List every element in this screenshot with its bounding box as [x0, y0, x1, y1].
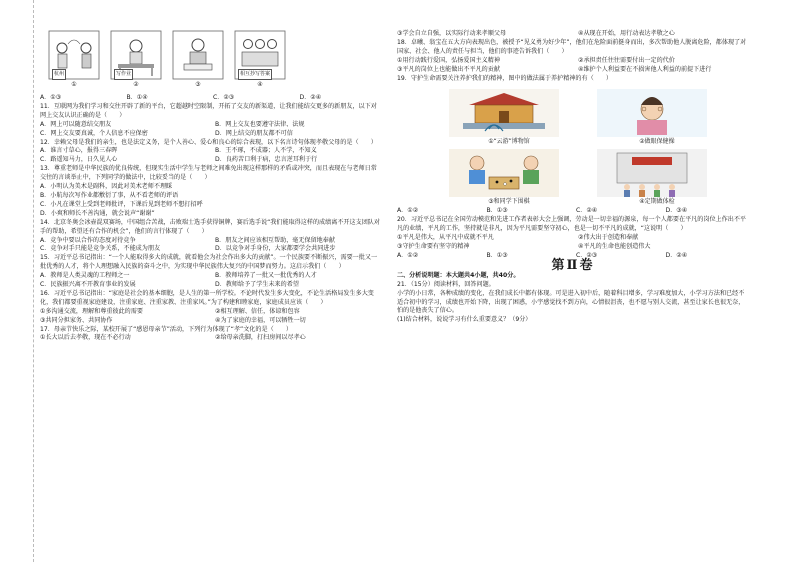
q12-option-c[interactable]: C．路遥知马力，日久见人心 [40, 156, 118, 164]
q17-stem: 17．母亲节快乐之际，某校开展了“感恩母亲节”活动，下列行为体现了“孝”文化的是（ ） [40, 325, 292, 333]
q12-options [40, 147, 380, 165]
q17-option-4[interactable]: ④从现在开始，用行动表达孝敬之心 [578, 30, 675, 37]
q18-option-2[interactable]: ②承担责任往往需要付出一定的代价 [578, 56, 675, 64]
q18-stem: 18．卓曦、翁宝在五大方向表现出色，被授予“见义勇为好少年”，他们在危险面前挺身而出，多次帮助他人脱离危险，都体现了对国家、社会、他人的责任与担当，他们的事迹告诉我们（ ） [397, 38, 747, 55]
picture-label-1: ① [71, 81, 77, 89]
q13-option-d[interactable]: D．小爽和师长不善沟通，就会说声“谢谢” [40, 209, 155, 217]
q14-option-c[interactable]: C．竞争对手只能是竞争关系，不能成为朋友 [40, 245, 161, 253]
q17-option-1[interactable]: ①长大以后去孝敬，现在不必行动 [40, 334, 131, 342]
q15-stem: 15．习近平总书记指出：“一个人能取得多大的成就，就看他会为社会作出多大的贡献”。一个民族要不断振兴，需要一批又一批优秀的人才，将个人理想融入民族的奋斗之中，为实现中华民族伟大复兴的中国梦而努力。这启示我们（ ） [40, 254, 378, 271]
q15-option-a[interactable]: A．教师是人类灵魂的工程师之一 [40, 272, 130, 280]
q19-option-d[interactable]: D．③④ [665, 207, 688, 215]
q11-option-b[interactable]: B．网上交友也要遵守法律、法规 [215, 120, 305, 128]
q17-options-continued [397, 30, 749, 39]
q10-picture-row [48, 30, 380, 92]
q18-options [397, 57, 749, 75]
q20-statement-4[interactable]: ④平凡的生命也能创造伟大 [578, 243, 651, 251]
q19-option-a[interactable]: A．①② [397, 207, 419, 215]
q18-option-3[interactable]: ③平凡的岗位上也能做出不平凡的贡献 [397, 65, 500, 73]
q19-picture-label-3: ③和同学下围棋 [488, 198, 530, 206]
q15-option-b[interactable]: B．教师培养了一批又一批优秀的人才 [215, 272, 317, 280]
q10-picture-3 [172, 30, 224, 90]
q12-option-d[interactable]: D．良药苦口利于病，忠言逆耳利于行 [215, 156, 318, 164]
q12-stem: 12．幸赖父母是我们的亲生，也是法定义务，是个人善心、爱心和良心的综合表现，以下名言诗句体现孝敬父母的是（ ） [40, 138, 377, 146]
q13-option-c[interactable]: C．小凡在课堂上受到老师批评，下课后见到老师不想打招呼 [40, 200, 203, 208]
q13-stem: 13．尊重老师是中华民族的优良传统，但现实生活中学生与老师之间难免出现这样那样的矛盾或冲突，而且表现在与老师日常交往的言谈举止中，下列同学的做法中，比较妥当的是（ ） [40, 165, 377, 182]
q10-picture-4 [234, 30, 286, 90]
q10-picture-1 [48, 30, 100, 90]
q21-material: 小学的小日常，各种成绩的变化，在我们成长中都有体现。可是进入初中后，随着科目增多，学习难度加大，小学习方法和已经不适合初中的学习，成绩也开始下降，出现了困惑，小宇感觉找不到方向，心情很沮丧，也不愿与别人交流，甚至让家长也很无奈，怕的是他丧失了信心。 [397, 289, 745, 315]
q19-picture-label-2: ②做眼保健操 [639, 138, 675, 146]
q17-option-2[interactable]: ②给母亲洗脚，打扫房间以尽孝心 [215, 334, 306, 342]
q16-option-3[interactable]: ③共同分担家务、共同协作 [40, 316, 113, 324]
q10-option-a[interactable]: A．①③ [40, 94, 62, 101]
q11-stem: 11．互联网为我们学习和交往开辟了新的平台，它超越时空限制，开拓了交友的新渠道，让我们能结交更多的新朋友，以下对网上交友认识正确的是（ ） [40, 102, 377, 119]
q11-option-d[interactable]: D．网上结交的朋友都不可信 [215, 129, 293, 137]
q15-option-c[interactable]: C．民族振兴离不开教育事业的发展 [40, 281, 136, 289]
palace-museum-illustration [449, 89, 559, 137]
q19-picture-grid [449, 89, 749, 207]
q11-options [40, 121, 380, 139]
q10-option-b[interactable]: B．①④ [126, 94, 148, 101]
q10-options [40, 94, 380, 103]
q14-option-a[interactable]: A．竞争中要以合作的态度对待竞争 [40, 236, 136, 244]
q11-option-c[interactable]: C．网上交友要真诚，个人信息不应保密 [40, 129, 148, 137]
q16-options [40, 308, 380, 326]
health-checkup-illustration [597, 149, 707, 197]
q20-statements [397, 234, 749, 252]
q20-option-b[interactable]: B．①③ [486, 251, 508, 259]
q19-option-b[interactable]: B．①③ [486, 207, 508, 215]
q11-option-a[interactable]: A．网上可以随意结交朋友 [40, 120, 112, 128]
q15-options [40, 272, 380, 290]
q20-stem: 20．习近平总书记在全国劳动模范和先进工作者表彰大会上强调，劳动是一切幸福的源泉，每一个人都要在平凡的岗位上作出不平凡的业绩，平凡的工作，坚持就是非凡，因为平凡需要坚守初心，也是一切不平凡的成就，“这说明（ ） [397, 216, 747, 233]
q12-option-b[interactable]: B．王不琢，不成器；人不学，不知义 [215, 147, 317, 155]
q13-option-b[interactable]: B．小航每次写作业都敷衍了事，从不看老师的评语 [40, 191, 179, 199]
left-column [40, 30, 380, 343]
q19-picture-label-4: ④定期做体检 [639, 198, 675, 206]
q14-stem: 14．北京冬奥会冰壶混双赛场，中国组合苦战，击败瑞士选手获得铜牌，赛后选手说“我们能取得这样的成绩离不开这支团队对手的帮助，希望还有合作的机会”，他们的言行体现了（ ） [40, 218, 380, 235]
q18-option-1[interactable]: ①用行动践行爱国，弘扬爱国主义精神 [397, 56, 500, 64]
section-title: 第Ⅱ卷 [551, 257, 595, 273]
q21-subquestion-1: (1)结合材料，说说学习有什么重要意义？（9分） [397, 316, 532, 324]
picture-label-3: ③ [195, 81, 201, 89]
picture-caption-2: 写作业 [114, 69, 133, 80]
q14-option-d[interactable]: D．以竞争对手身份，大家都要学会共同进步 [215, 245, 336, 253]
q19-picture-3 [449, 149, 569, 207]
q10-option-c[interactable]: C．②③ [213, 94, 235, 101]
eye-exercise-illustration [597, 89, 707, 137]
q20-statement-1[interactable]: ①平凡是伟大，从平凡中成就不平凡 [397, 234, 494, 242]
q20-option-c[interactable]: C．②③ [576, 251, 598, 259]
q10-option-d[interactable]: D．②④ [299, 94, 322, 101]
q13-option-a[interactable]: A．小明认为美术是副科，因此对美术老师不理睬 [40, 183, 173, 191]
q12-option-a[interactable]: A．谁言寸草心，报得三春晖 [40, 147, 118, 155]
picture-caption-4: 相互抄写答案 [238, 69, 272, 80]
q19-picture-4 [597, 149, 717, 207]
q19-picture-2 [597, 89, 717, 147]
q19-options [397, 207, 749, 216]
q14-option-b[interactable]: B．朋友之间应该相互帮助，毫无保留地奉献 [215, 236, 335, 244]
q16-option-4[interactable]: ④为了家庭的幸福，可以牺牲一切 [215, 316, 306, 324]
q20-option-d[interactable]: D．②④ [665, 251, 688, 259]
q20-option-a[interactable]: A．①② [397, 251, 419, 259]
picture-caption-1: 杭州 [52, 69, 66, 80]
q20-statement-3[interactable]: ③守护生命要有坚守的精神 [397, 243, 470, 251]
q19-picture-label-1: ①“云游”博物馆 [488, 138, 530, 146]
playing-go-illustration [449, 149, 559, 197]
q16-option-2[interactable]: ②相互理解、信任，体谅和包容 [215, 307, 300, 315]
q20-statement-2[interactable]: ②伟大出于创造和奉献 [578, 234, 639, 242]
q21-header: 21．（15分）阅读材料，回答问题。 [397, 280, 495, 288]
q18-option-4[interactable]: ④维护个人利益要在不损害他人利益的前提下进行 [578, 65, 712, 73]
q16-stem: 16．习近平总书记指出：“家庭是社会的基本细胞，是人生的第一所学校。不论时代发生多大变化，不论生活格局发生多大变化，我们都要重视家庭建设，注重家庭、注重家教、注重家风。”为了构建和睦家庭，家庭成员应该（ ） [40, 289, 374, 306]
q17-options [40, 334, 380, 343]
picture-label-2: ② [133, 81, 139, 89]
picture-label-4: ④ [257, 81, 263, 89]
q16-option-1[interactable]: ①多沟通交流，理解和尊重彼此的需要 [40, 307, 143, 315]
right-column [397, 30, 749, 325]
q19-option-c[interactable]: C．②④ [576, 207, 598, 215]
q10-picture-2 [110, 30, 162, 90]
q14-options [40, 237, 380, 255]
q15-option-d[interactable]: D．教师给予了学生未来的希望 [215, 281, 299, 289]
student-reading-illustration [172, 30, 224, 80]
section-2-header: 二、分析说明题：本大题共4小题，共40分。 [397, 271, 520, 279]
q17-option-3[interactable]: ③学会自立自强，以实际行动来孝顺父母 [397, 30, 507, 37]
binding-margin-line [33, 0, 35, 562]
q19-picture-1 [449, 89, 569, 147]
q19-stem: 19．守护生命需要关注养护我们的精神，图中的做法属于养护精神的有（ ） [397, 74, 612, 82]
